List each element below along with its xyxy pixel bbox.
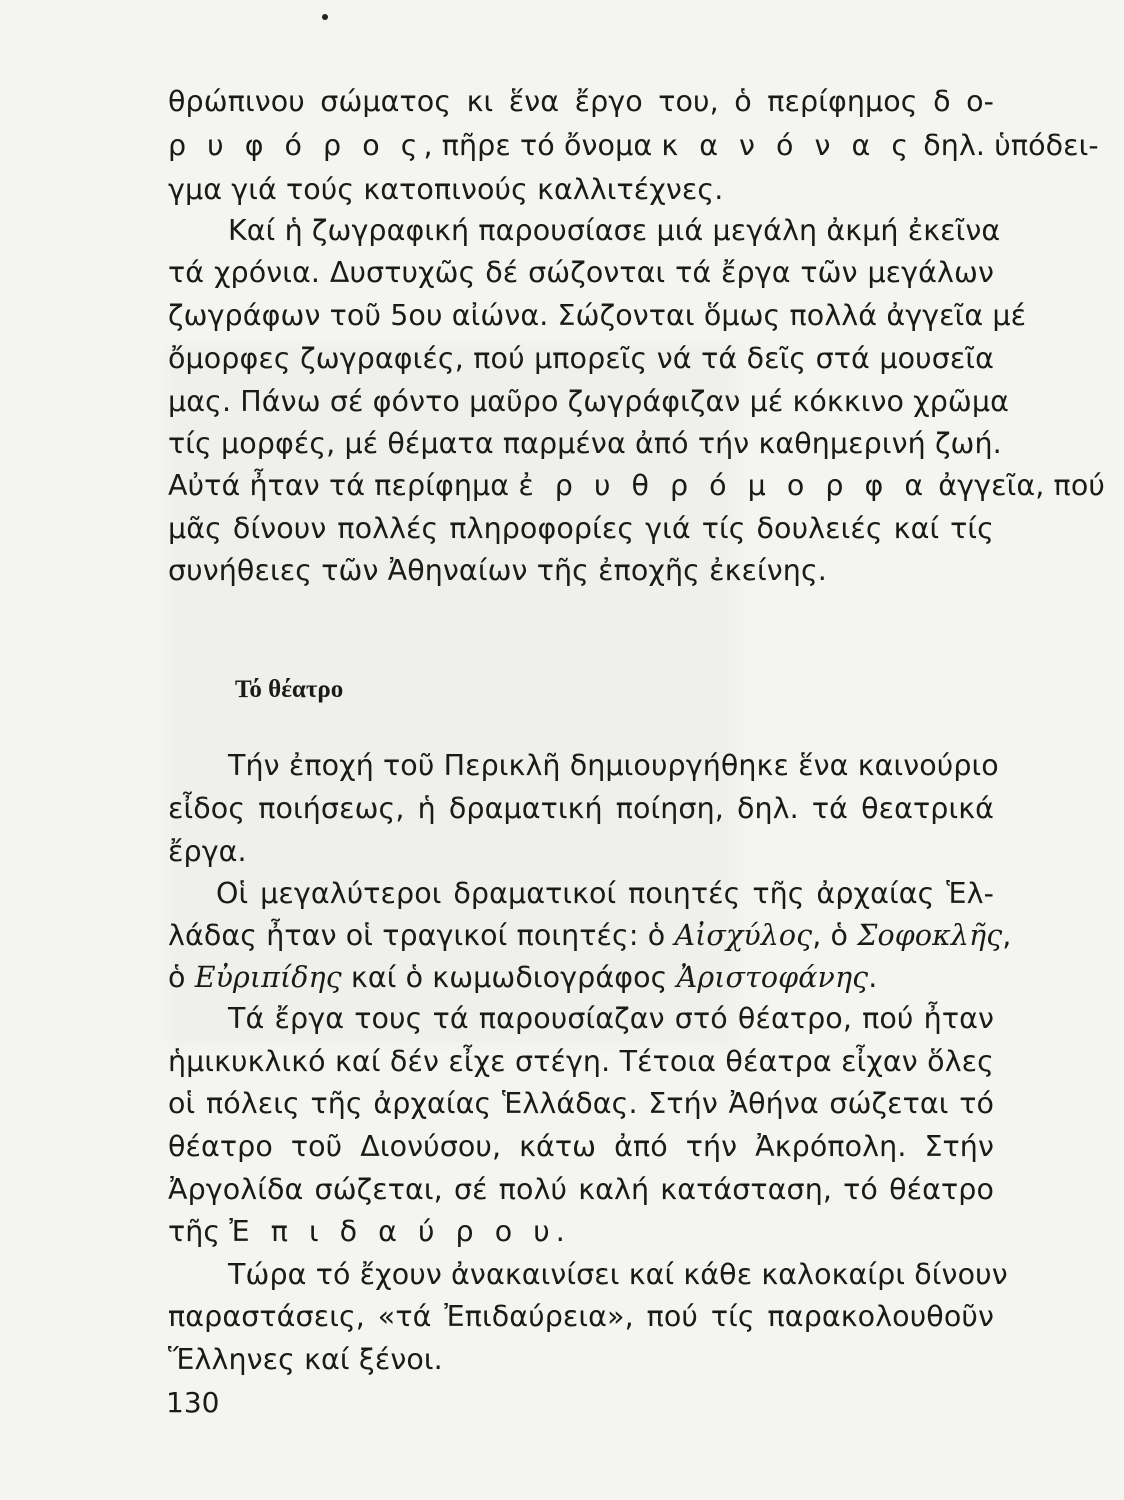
text-line: τά χρόνια. Δυστυχῶς δέ σώζονται τά ἔργα τῶν μεγάλων — [168, 256, 994, 289]
text-line: μᾶς δίνουν πολλές πληροφορίες γιά τίς δουλειές καί τίς — [168, 512, 994, 545]
text-line: γμα γιά τούς κατοπινούς καλλιτέχνες. — [168, 173, 724, 206]
text-line: Ἕλληνες καί ξένοι. — [168, 1343, 443, 1376]
author-name: Αἰσχύλος — [674, 919, 813, 952]
spaced-term: ἐ ρ υ θ ρ ό μ ο ρ φ α — [518, 469, 930, 502]
text-line: οἱ πόλεις τῆς ἀρχαίας Ἑλλάδας. Στήν Ἀθήνα σώζεται τό — [168, 1087, 994, 1120]
text-line: θέατρο τοῦ Διονύσου, κάτω ἀπό τήν Ἀκρόπολη. Στήν — [168, 1130, 994, 1163]
text-run: λάδας ἦταν οἱ τραγικοί ποιητές: ὁ — [168, 919, 675, 952]
text-line: θρώπινου σώματος κι ἕνα ἔργο του, ὁ περίφημος δ ο- — [168, 85, 994, 118]
text-line: τίς μορφές, μέ θέματα παρμένα ἀπό τήν καθημερινή ζωή. — [168, 427, 1002, 460]
text-line: συνήθειες τῶν Ἀθηναίων τῆς ἐποχῆς ἐκείνης. — [168, 554, 827, 587]
text-line — [168, 916, 1012, 956]
text-line: ὄμορφες ζωγραφιές, πού μπορεῖς νά τά δεῖς στά μουσεῖα — [168, 342, 994, 375]
text-line — [168, 1212, 994, 1252]
text-line: Καί ἡ ζωγραφική παρουσίασε μιά μεγάλη ἀκμή ἐκεῖνα — [228, 214, 1001, 247]
spaced-term: ρ υ φ ό ρ ο ς — [168, 129, 424, 162]
text-line: Ἀργολίδα σώζεται, σέ πολύ καλή κατάσταση, τό θέατρο — [168, 1173, 994, 1206]
page-number: 130 — [166, 1386, 220, 1419]
section-heading: Τό θέατρο — [235, 676, 344, 703]
text-run: ὁ — [168, 961, 195, 994]
text-line — [168, 466, 1105, 506]
text-line: παραστάσεις, «τά Ἐπιδαύρεια», πού τίς παρακολουθοῦν — [168, 1300, 994, 1333]
text-line — [168, 958, 994, 998]
author-name: Εὐριπίδης — [194, 961, 342, 994]
author-name: Σοφοκλῆς — [857, 919, 1003, 952]
text-line: Τά ἔργα τους τά παρουσίαζαν στό θέατρο, πού ἦταν — [228, 1002, 994, 1035]
text-line: Τήν ἐποχή τοῦ Περικλῆ δημιουργήθηκε ἕνα καινούριο — [228, 749, 999, 782]
ink-speck — [322, 14, 328, 20]
author-name: Ἀριστοφάνης — [676, 961, 869, 994]
text-run: δηλ. ὑπόδει- — [914, 129, 1099, 162]
text-line — [168, 126, 1099, 166]
text-run: , — [1002, 919, 1012, 952]
text-run: , ὁ — [812, 919, 858, 952]
text-run: . — [868, 961, 878, 994]
text-run: καί ὁ κωμωδιογράφος — [341, 961, 677, 994]
text-line: ζωγράφων τοῦ 5ου αἰώνα. Σώζονται ὅμως πολλά ἀγγεῖα μέ — [168, 299, 1027, 332]
text-line: ἔργα. — [168, 835, 247, 868]
text-run: τῆς — [168, 1215, 230, 1248]
spaced-term: κ α ν ό ν α ς — [661, 129, 915, 162]
text-run: ἀγγεῖα, πού — [929, 469, 1105, 502]
text-run: . — [555, 1215, 565, 1248]
text-run: Αὐτά ἦταν τά περίφημα — [168, 469, 519, 502]
text-line: Τώρα τό ἔχουν ἀνακαινίσει καί κάθε καλοκαίρι δίνουν — [228, 1258, 1008, 1291]
text-line: μας. Πάνω σέ φόντο μαῦρο ζωγράφιζαν μέ κόκκινο χρῶμα — [168, 385, 1010, 418]
spaced-term: Ἐ π ι δ α ύ ρ ο υ — [229, 1215, 556, 1248]
text-line: Οἱ μεγαλύτεροι δραματικοί ποιητές τῆς ἀρχαίας Ἑλ- — [216, 877, 994, 910]
text-line: ἡμικυκλικό καί δέν εἶχε στέγη. Τέτοια θέατρα εἶχαν ὅλες — [168, 1045, 994, 1078]
text-line: εἶδος ποιήσεως, ἡ δραματική ποίηση, δηλ. τά θεατρικά — [168, 792, 994, 825]
text-run: , πῆρε τό ὄνομα — [423, 129, 662, 162]
